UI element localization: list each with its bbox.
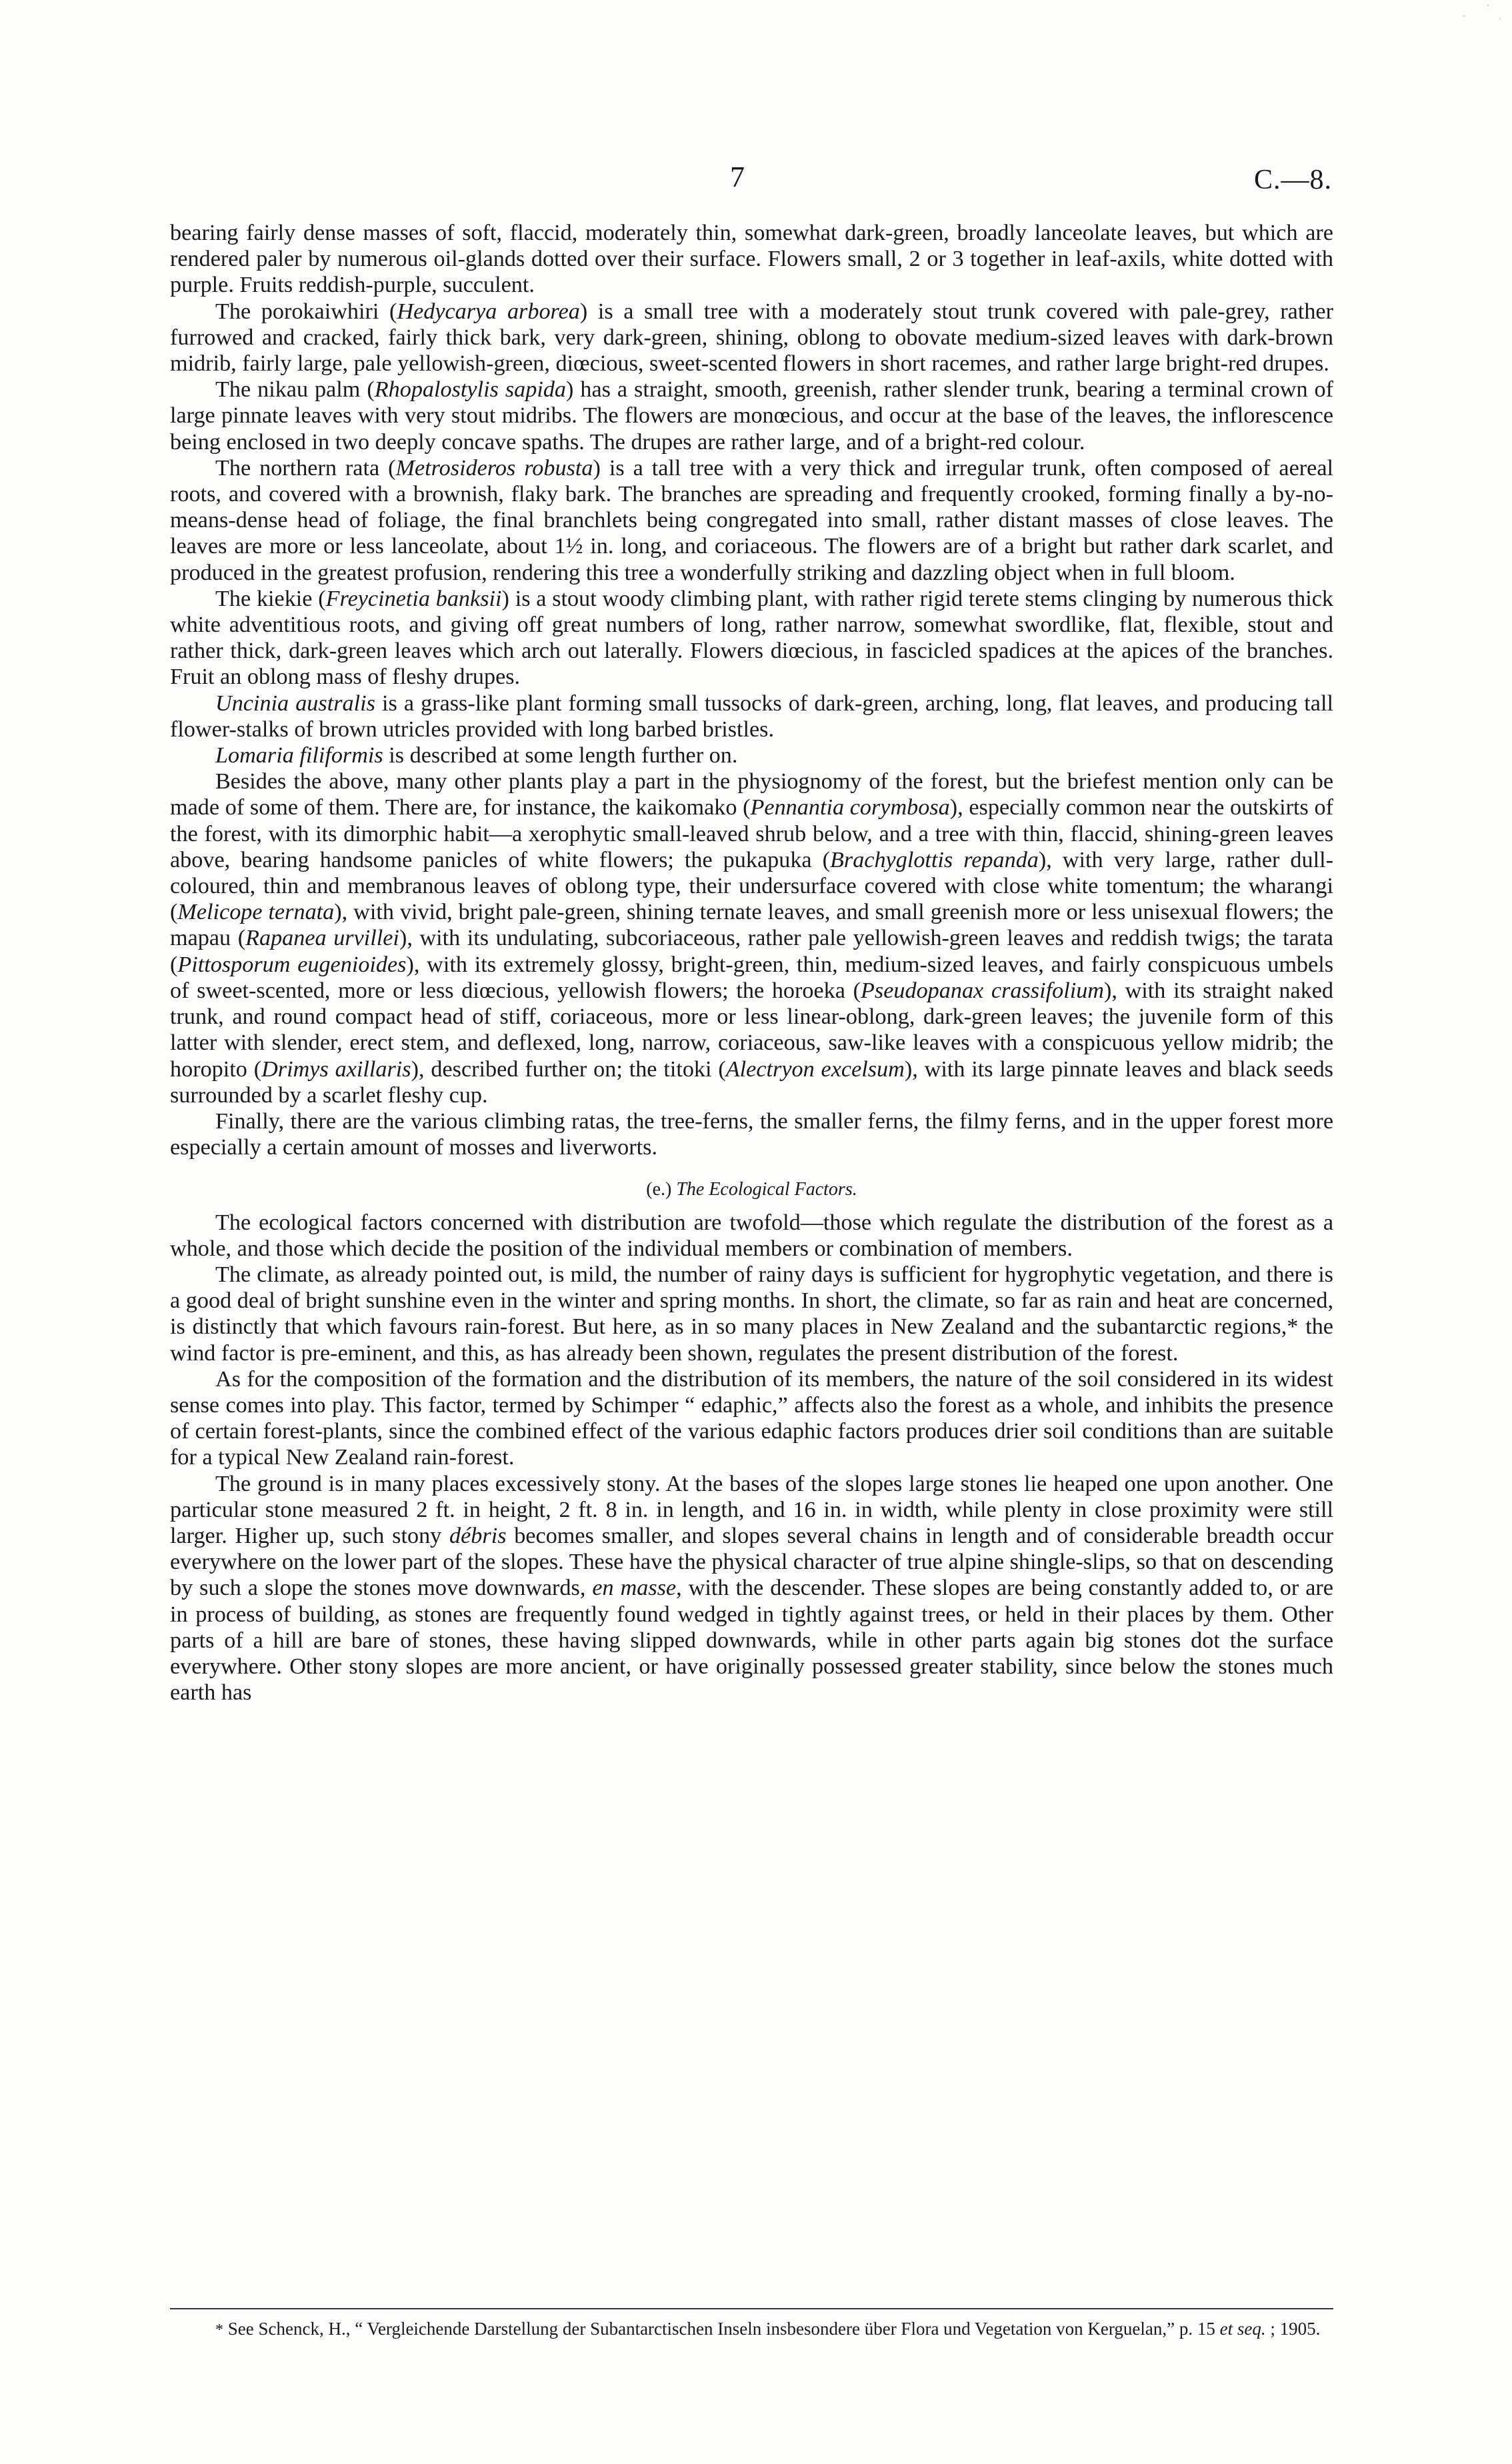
body-text — [170, 220, 1333, 1706]
species-name: Pseudopanax crassifolium — [861, 978, 1104, 1003]
paragraph-text: ), with its large pinnate leaves and black seeds surrounded by a scarlet fleshy cup. — [170, 1056, 1333, 1108]
paragraph-climate — [170, 1262, 1333, 1366]
paragraph-ecological-factors — [170, 1210, 1333, 1262]
paragraph-uncinia — [170, 690, 1333, 742]
species-name: Pennantia corymbosa — [750, 795, 950, 820]
paragraph-text: ), described further on; the titoki ( — [411, 1056, 726, 1082]
paragraph-text: The nikau palm ( — [215, 377, 375, 403]
page-number: 7 — [730, 161, 745, 193]
species-name: Lomaria filiformis — [215, 743, 383, 768]
section-title: The Ecological Factors. — [676, 1179, 857, 1200]
paragraph-lomaria — [170, 742, 1333, 768]
section-number: (e.) — [646, 1179, 672, 1200]
paragraph-finally — [170, 1108, 1333, 1160]
italic-term: en masse — [592, 1576, 677, 1601]
scan-speckle — [1432, 0, 1512, 27]
species-name: Rapanea urvillei — [245, 926, 399, 951]
paragraph-text: ) is a small tree with a moderately stout trunk covered with pale-grey, rather furrowed and cracked, fairly thick bark, very dark-green, shining, oblong to obovate medium-sized leaves with dark-brown midrib, fairly large, pale yellowish-green, diœcious, sweet-scented flowers in short racemes, and rather large bright-red drupes. — [170, 299, 1333, 377]
species-name: Pittosporum eugenioides — [177, 952, 407, 977]
paragraph-text: , with the descender. These slopes are being constantly added to, or are in process of building, as stones are frequently found wedged in tightly against trees, or held in their places by them. Other parts of a hill are bare of stones, these having slipped downwards, while in other parts again big stones dot the surface everywhere. Other stony slopes are more ancient, or have originally possessed greater stability, since below the stones much earth has — [170, 1576, 1333, 1706]
paragraph-text: ), with very large, rather dull-coloured, thin and membranous leaves of oblong type, their undersurface covered with close white tomentum; the wharangi ( — [170, 847, 1333, 925]
paragraph-text: ), with vivid, bright pale-green, shining ternate leaves, and small greenish more or less unisexual flowers; the mapau ( — [170, 900, 1333, 951]
paragraph-northern-rata — [170, 455, 1333, 586]
footnote-text: ; 1905. — [1265, 2319, 1321, 2339]
paragraph-other-plants — [170, 768, 1333, 1108]
species-name: Melicope ternata — [177, 900, 335, 925]
species-name: Metrosideros robusta — [395, 455, 593, 481]
page-header — [0, 160, 1512, 207]
paragraph-text: ), especially common near the outskirts of the forest, with its dimorphic habit—a xerophytic small-leaved shrub below, and a tree with thin, flaccid, shining-green leaves above, bearing handsome panicles of white flowers; the pukapuka ( — [170, 795, 1333, 872]
paragraph-1 — [170, 220, 1333, 299]
paragraph-text: The ground is in many places excessively stony. At the bases of the slopes large stones lie heaped one upon another. One particular stone measured 2 ft. in height, 2 ft. 8 in. in length, and 16 in. in width, while plenty in close proximity were still larger. Higher up, such stony — [170, 1471, 1333, 1548]
paragraph-text: ), with its extremely glossy, bright-green, thin, medium-sized leaves, and fairly conspicuous umbels of sweet-scented, more or less diœcious, yellowish flowers; the horoeka ( — [170, 952, 1334, 1003]
paragraph-text: becomes smaller, and slopes several chains in length and of considerable breadth occur everywhere on the lower part of the slopes. These have the physical character of true alpine shingle-slips, so that on descending by such a slope the stones move downwards, — [170, 1523, 1333, 1601]
paragraph-ground — [170, 1471, 1333, 1706]
species-name: Hedycarya arborea — [397, 299, 580, 324]
species-name: Drimys axillaris — [261, 1056, 411, 1082]
paragraph-text: ) is a stout woody climbing plant, with rather rigid terete stems clinging by numerous thick white adventitious roots, and giving off great numbers of long, rather narrow, somewhat swordlike, flat, flexible, stout and rather thick, dark-green leaves which arch out laterally. Flowers diœcious, in fascicled spadices at the apices of the branches. Fruit an oblong mass of fleshy drupes. — [170, 586, 1333, 690]
paragraph-text: ) has a straight, smooth, greenish, rather slender trunk, bearing a terminal crown of large pinnate leaves with very stout midribs. The flowers are monœcious, and occur at the base of the leaves, the inflorescence being enclosed in two deeply concave spaths. The drupes are rather large, and of a bright-red colour. — [170, 377, 1334, 455]
paragraph-text: the wind factor is pre-eminent, and this, as has already been shown, regulates the present distribution of the forest. — [170, 1314, 1333, 1366]
paragraph-text: The porokaiwhiri ( — [215, 299, 397, 324]
paragraph-text: is a grass-like plant forming small tussocks of dark-green, arching, long, flat leaves, and producing tall flower-stalks of brown utricles provided with long barbed bristles. — [170, 690, 1333, 742]
italic-term: débris — [449, 1523, 507, 1548]
footnote-marker: * — [1287, 1314, 1299, 1340]
paragraph-kiekie — [170, 586, 1333, 690]
italic-term: et seq. — [1219, 2319, 1266, 2339]
species-name: Brachyglottis repanda — [830, 847, 1039, 872]
paragraph-text: The climate, as already pointed out, is mild, the number of rainy days is sufficient for hygrophytic vegetation, and there is a good deal of bright sunshine even in the winter and spring months. In short, the climate, so far as rain and heat are concerned, is distinctly that which favours rain-forest. But here, as in so many places in New Zealand and the subantarctic regions, — [170, 1262, 1333, 1340]
paragraph-text: ), with its straight naked trunk, and round compact head of stiff, coriaceous, more or less linear-oblong, dark-green leaves; the juvenile form of this latter with slender, erect stem, and deflexed, long, narrow, coriaceous, saw-like leaves with a conspicuous yellow midrib; the horopito ( — [170, 978, 1333, 1082]
paragraph-text: Besides the above, many other plants play a part in the physiognomy of the forest, but the briefest mention only can be made of some of them. There are, for instance, the kaikomako ( — [170, 769, 1333, 820]
species-name: Freycinetia banksii — [325, 586, 502, 611]
paragraph-text: bearing fairly dense masses of soft, flaccid, moderately thin, somewhat dark-green, broadly lanceolate leaves, but which are rendered paler by numerous oil-glands dotted over their surface. Flowers small, 2 or 3 together in leaf-axils, white dotted with purple. Fruits reddish-purple, succulent. — [170, 221, 1333, 298]
paragraph-text: The kiekie ( — [215, 586, 326, 611]
footnote-divider — [170, 2308, 1333, 2309]
paragraph-nikau-palm — [170, 377, 1333, 455]
document-code: C.—8. — [1253, 165, 1332, 195]
species-name: Alectryon excelsum — [725, 1056, 905, 1082]
section-heading — [170, 1176, 1333, 1202]
paragraph-porokaiwhiri — [170, 299, 1333, 377]
paragraph-text: ) is a tall tree with a very thick and irregular trunk, often composed of aereal roots, and covered with a brownish, flaky bark. The branches are spreading and frequently crooked, forming finally a by-no-means-dense head of foliage, the final branchlets being congregated into small, rather distant masses of close leaves. The leaves are more or less lanceolate, about 1½ in. long, and coriaceous. The flowers are of a bright but rather dark scarlet, and produced in the greatest profusion, rendering this tree a wonderfully striking and dazzling object when in full bloom. — [170, 455, 1333, 585]
species-name: Uncinia australis — [215, 690, 375, 716]
paragraph-text: is described at some length further on. — [383, 743, 738, 768]
paragraph-text: The ecological factors concerned with distribution are twofold—those which regulate the distribution of the forest as a whole, and those which decide the position of the individual members or combination of members. — [170, 1210, 1333, 1261]
footnote-text: See Schenck, H., “ Vergleichende Darstellung der Subantarctischen Inseln insbesondere über Flora und Vegetation von Kerguelan,” p. 15 — [223, 2319, 1220, 2339]
footnote — [170, 2318, 1333, 2341]
footnote-marker: * — [215, 2321, 223, 2339]
paragraph-text: ), with its undulating, subcoriaceous, rather pale yellowish-green leaves and reddish twigs; the tarata ( — [170, 926, 1333, 977]
species-name: Rhopalostylis sapida — [374, 377, 567, 403]
paragraph-soil — [170, 1366, 1333, 1471]
paragraph-text: As for the composition of the formation and the distribution of its members, the nature of the soil considered in its widest sense comes into play. This factor, termed by Schimper “ edaphic,” affects also the forest as a whole, and inhibits the presence of certain forest-plants, since the combined effect of the various edaphic factors produces drier soil conditions than are suitable for a typical New Zealand rain-forest. — [170, 1366, 1333, 1470]
paragraph-text: The northern rata ( — [215, 455, 396, 481]
paragraph-text: Finally, there are the various climbing ratas, the tree-ferns, the smaller ferns, the filmy ferns, and in the upper forest more especially a certain amount of mosses and liverworts. — [170, 1108, 1333, 1160]
